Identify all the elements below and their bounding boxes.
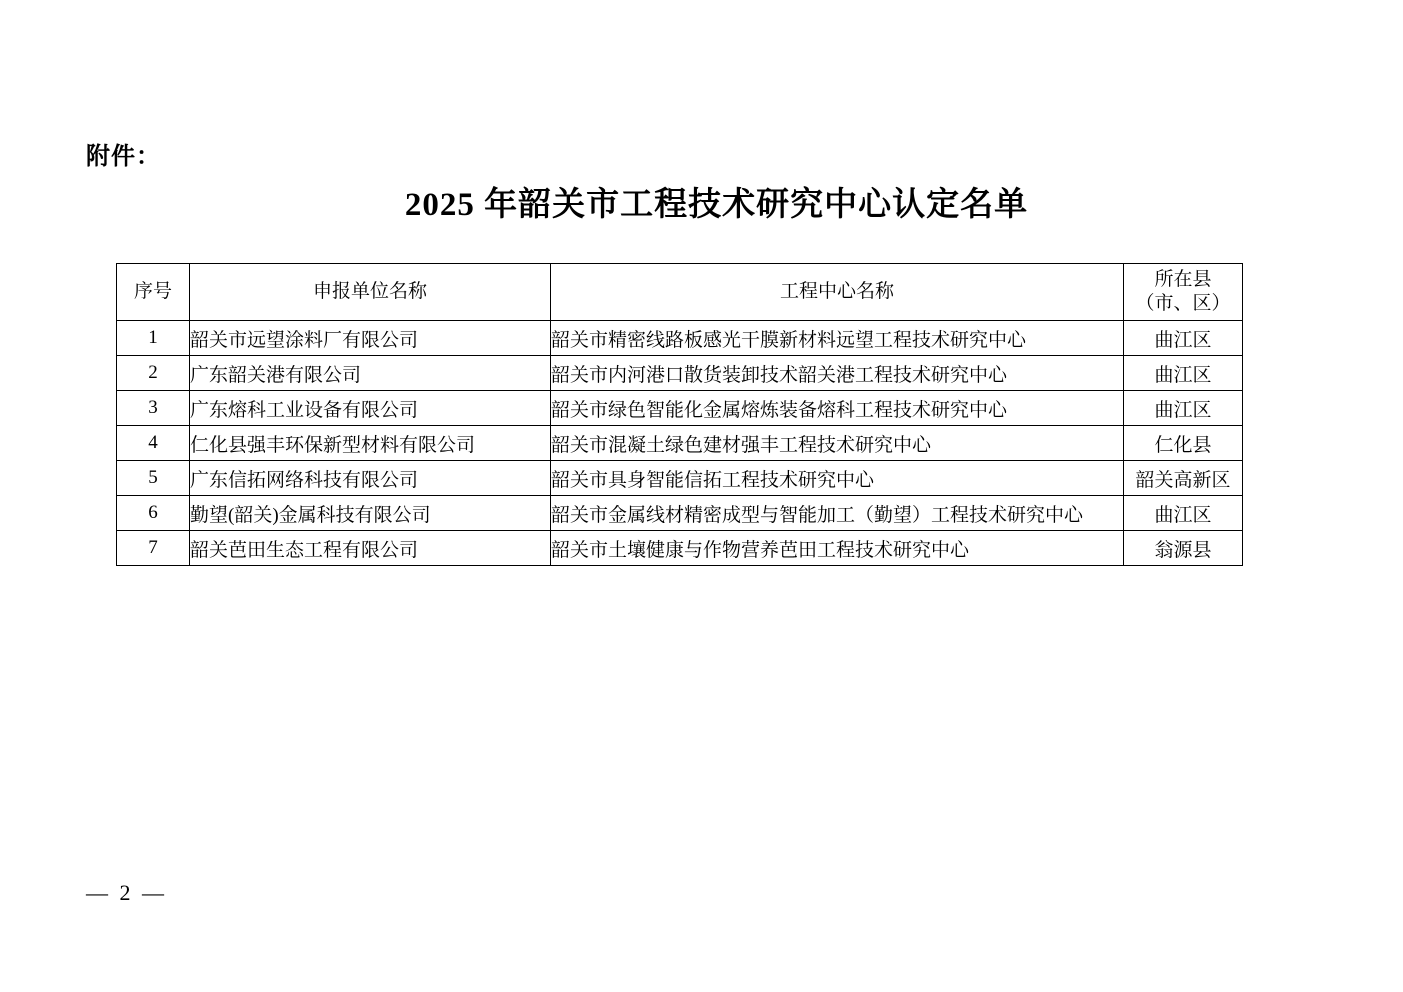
table-row <box>117 391 1243 426</box>
column-header-no: 序号 <box>117 264 190 321</box>
cell-no: 3 <box>117 391 190 426</box>
column-header-unit: 申报单位名称 <box>190 264 551 321</box>
recognition-list-table <box>116 263 1243 566</box>
cell-area: 曲江区 <box>1124 356 1243 391</box>
attachment-label: 附件： <box>86 144 161 170</box>
table-row <box>117 321 1243 356</box>
cell-no: 5 <box>117 461 190 496</box>
cell-no: 7 <box>117 531 190 566</box>
cell-unit: 广东韶关港有限公司 <box>190 356 551 391</box>
cell-center: 韶关市土壤健康与作物营养芭田工程技术研究中心 <box>551 531 1124 566</box>
cell-unit: 仁化县强丰环保新型材料有限公司 <box>190 426 551 461</box>
column-header-center: 工程中心名称 <box>551 264 1124 321</box>
cell-no: 4 <box>117 426 190 461</box>
cell-center: 韶关市具身智能信拓工程技术研究中心 <box>551 461 1124 496</box>
cell-no: 1 <box>117 321 190 356</box>
column-header-area-line1: 所在县 <box>1154 269 1212 291</box>
cell-area: 韶关高新区 <box>1124 461 1243 496</box>
table-row <box>117 496 1243 531</box>
cell-area: 曲江区 <box>1124 321 1243 356</box>
table-row <box>117 461 1243 496</box>
table-row <box>117 531 1243 566</box>
cell-area: 曲江区 <box>1124 496 1243 531</box>
table-header <box>117 264 1243 321</box>
cell-center: 韶关市金属线材精密成型与智能加工（勤望）工程技术研究中心 <box>551 496 1124 531</box>
cell-unit: 勤望(韶关)金属科技有限公司 <box>190 496 551 531</box>
cell-area: 仁化县 <box>1124 426 1243 461</box>
cell-unit: 韶关芭田生态工程有限公司 <box>190 531 551 566</box>
cell-center: 韶关市混凝土绿色建材强丰工程技术研究中心 <box>551 426 1124 461</box>
column-header-area <box>1124 264 1243 321</box>
column-header-area-line2: （市、区） <box>1135 293 1231 314</box>
page-title: 2025 年韶关市工程技术研究中心认定名单 <box>404 187 1029 223</box>
cell-no: 2 <box>117 356 190 391</box>
table-row <box>117 426 1243 461</box>
cell-no: 6 <box>117 496 190 531</box>
cell-center: 韶关市内河港口散货装卸技术韶关港工程技术研究中心 <box>551 356 1124 391</box>
page-number: — 2 — <box>86 880 167 905</box>
cell-unit: 广东熔科工业设备有限公司 <box>190 391 551 426</box>
cell-center: 韶关市精密线路板感光干膜新材料远望工程技术研究中心 <box>551 321 1124 356</box>
table-header-row <box>117 264 1243 321</box>
table-body <box>117 321 1243 566</box>
table-row <box>117 356 1243 391</box>
cell-center: 韶关市绿色智能化金属熔炼装备熔科工程技术研究中心 <box>551 391 1124 426</box>
cell-area: 翁源县 <box>1124 531 1243 566</box>
cell-unit: 韶关市远望涂料厂有限公司 <box>190 321 551 356</box>
cell-area: 曲江区 <box>1124 391 1243 426</box>
cell-unit: 广东信拓网络科技有限公司 <box>190 461 551 496</box>
